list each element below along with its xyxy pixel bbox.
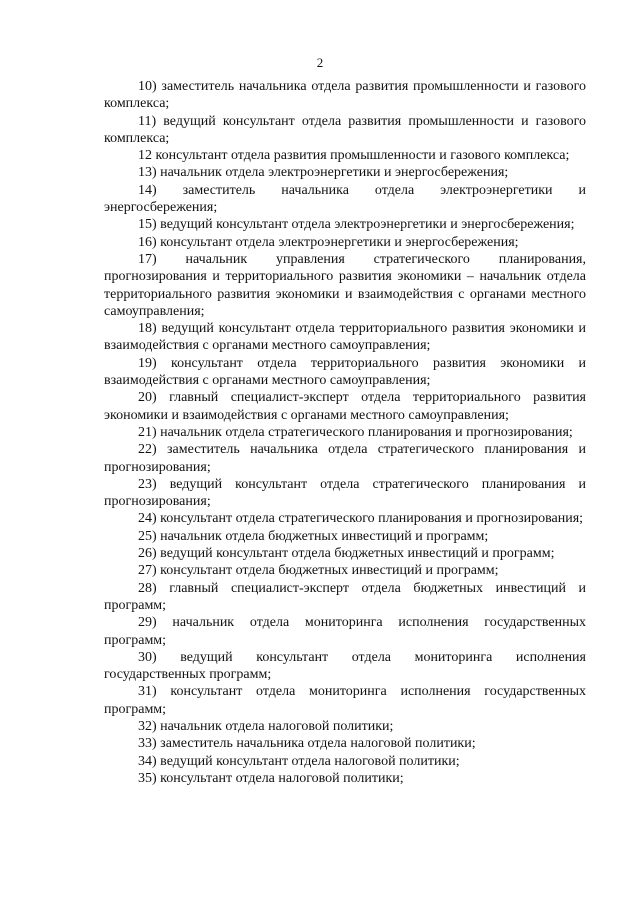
list-item: 26) ведущий консультант отдела бюджетных инвестиций и программ;: [138, 546, 555, 562]
list-item: 31) консультант отдела мониторинга исполнения государственных программ;: [104, 684, 586, 717]
list-item: 24) консультант отдела стратегического планирования и прогнозирования;: [138, 511, 584, 527]
list-item: 19) консультант отдела территориального развития экономики и взаимодействия с органами местного самоуправления;: [104, 355, 586, 389]
position-list: [104, 78, 586, 787]
list-item: 18) ведущий консультант отдела территориального развития экономики и взаимодействия с органами местного самоуправления;: [104, 321, 586, 354]
list-item: 22) заместитель начальника отдела стратегического планирования и прогнозирования;: [104, 442, 586, 475]
list-item: 27) консультант отдела бюджетных инвестиций и программ;: [138, 563, 499, 579]
list-item: 15) ведущий консультант отдела электроэнергетики и энергосбережения;: [138, 217, 575, 233]
list-item: 32) начальник отдела налоговой политики;: [138, 718, 394, 734]
list-item: 21) начальник отдела стратегического планирования и прогнозирования;: [138, 424, 573, 440]
list-item: 20) главный специалист-эксперт отдела территориального развития экономики и взаимодействия с органами местного самоуправления;: [104, 390, 586, 423]
list-item: 35) консультант отдела налоговой политики;: [138, 770, 404, 786]
list-item: 13) начальник отдела электроэнергетики и энергосбережения;: [138, 165, 509, 181]
list-item: 34) ведущий консультант отдела налоговой политики;: [138, 753, 460, 769]
list-item: 33) заместитель начальника отдела налоговой политики;: [138, 736, 476, 752]
list-item: 23) ведущий консультант отдела стратегического планирования и прогнозирования;: [104, 476, 586, 510]
list-item: 29) начальник отдела мониторинга исполнения государственных программ;: [104, 615, 586, 648]
list-item: 11) ведущий консультант отдела развития промышленности и газового комплекса;: [104, 113, 586, 146]
list-item: 12 консультант отдела развития промышленности и газового комплекса;: [138, 148, 570, 164]
page-number: 2: [316, 55, 324, 70]
list-item: 17) начальник управления стратегического планирования, прогнозирования и территориального развития экономики – начальник отдела территориального развития экономики и взаимодействия с органами местного самоуправления;: [104, 251, 586, 319]
list-item: 16) консультант отдела электроэнергетики и энергосбережения;: [138, 234, 519, 250]
list-item: 10) заместитель начальника отдела развития промышленности и газового комплекса;: [104, 79, 586, 112]
list-item: 30) ведущий консультант отдела мониторинга исполнения государственных программ;: [104, 649, 586, 683]
list-item: 28) главный специалист-эксперт отдела бюджетных инвестиций и программ;: [104, 580, 586, 613]
list-item: 14) заместитель начальника отдела электроэнергетики и энергосбережения;: [104, 182, 586, 216]
list-item: 25) начальник отдела бюджетных инвестиций и программ;: [138, 528, 489, 544]
